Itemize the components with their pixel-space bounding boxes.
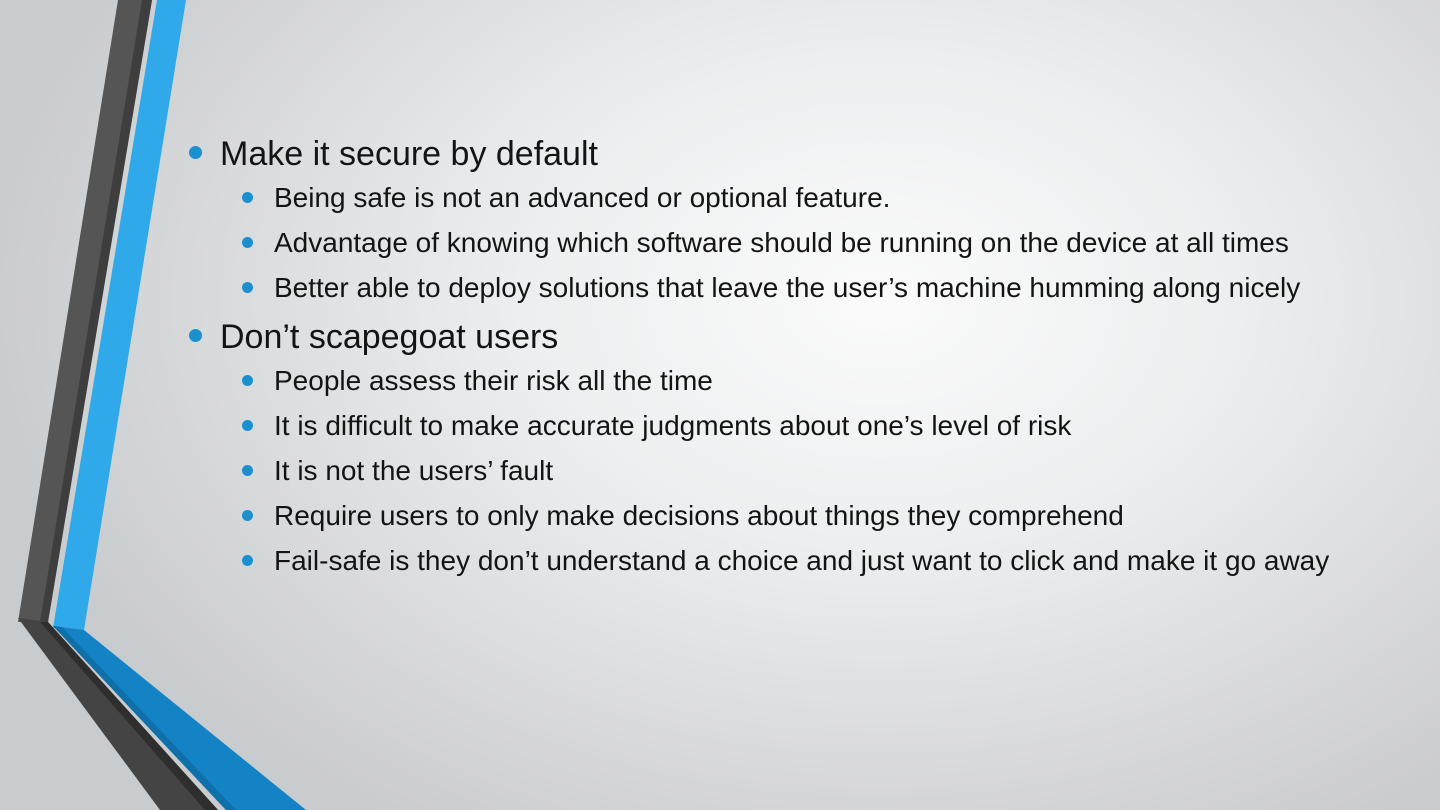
bullet-dot-icon [242, 510, 253, 521]
section-dont-scapegoat-users [186, 315, 1386, 579]
sub-bullet [240, 408, 1386, 444]
section-secure-by-default [186, 132, 1386, 306]
sub-bullet-text: Being safe is not an advanced or optional feature. [274, 182, 891, 213]
sub-bullet [240, 180, 1386, 216]
sub-bullet-text: People assess their risk all the time [274, 365, 713, 396]
bullet-dot-icon [189, 146, 202, 159]
sub-bullet [240, 498, 1386, 534]
sub-bullet [240, 543, 1386, 579]
sub-bullet [240, 270, 1386, 306]
sub-bullet [240, 363, 1386, 399]
sub-bullet-text: It is difficult to make accurate judgments about one’s level of risk [274, 410, 1072, 441]
heading-text: Don’t scapegoat users [220, 318, 559, 356]
sub-bullet-text: Better able to deploy solutions that leave the user’s machine humming along nicely [274, 272, 1301, 303]
bullet-heading [186, 315, 1386, 359]
bullet-dot-icon [242, 555, 253, 566]
slide-body [186, 132, 1386, 588]
sub-bullet-text: Advantage of knowing which software should be running on the device at all times [274, 227, 1289, 258]
sub-bullet-list [240, 363, 1386, 579]
sub-bullet [240, 225, 1386, 261]
heading-text: Make it secure by default [220, 135, 598, 173]
bullet-dot-icon [242, 282, 253, 293]
bullet-dot-icon [242, 237, 253, 248]
dark-diagonal-stripe-edge [40, 622, 218, 810]
bullet-dot-icon [189, 329, 202, 342]
bullet-dot-icon [242, 420, 253, 431]
bullet-dot-icon [242, 192, 253, 203]
sub-bullet-text: Fail-safe is they don’t understand a choice and just want to click and make it go away [274, 545, 1330, 576]
bullet-dot-icon [242, 465, 253, 476]
sub-bullet-text: Require users to only make decisions about things they comprehend [274, 500, 1124, 531]
sub-bullet-text: It is not the users’ fault [274, 455, 554, 486]
bullet-heading [186, 132, 1386, 176]
sub-bullet [240, 453, 1386, 489]
sub-bullet-list [240, 180, 1386, 306]
bullet-dot-icon [242, 375, 253, 386]
